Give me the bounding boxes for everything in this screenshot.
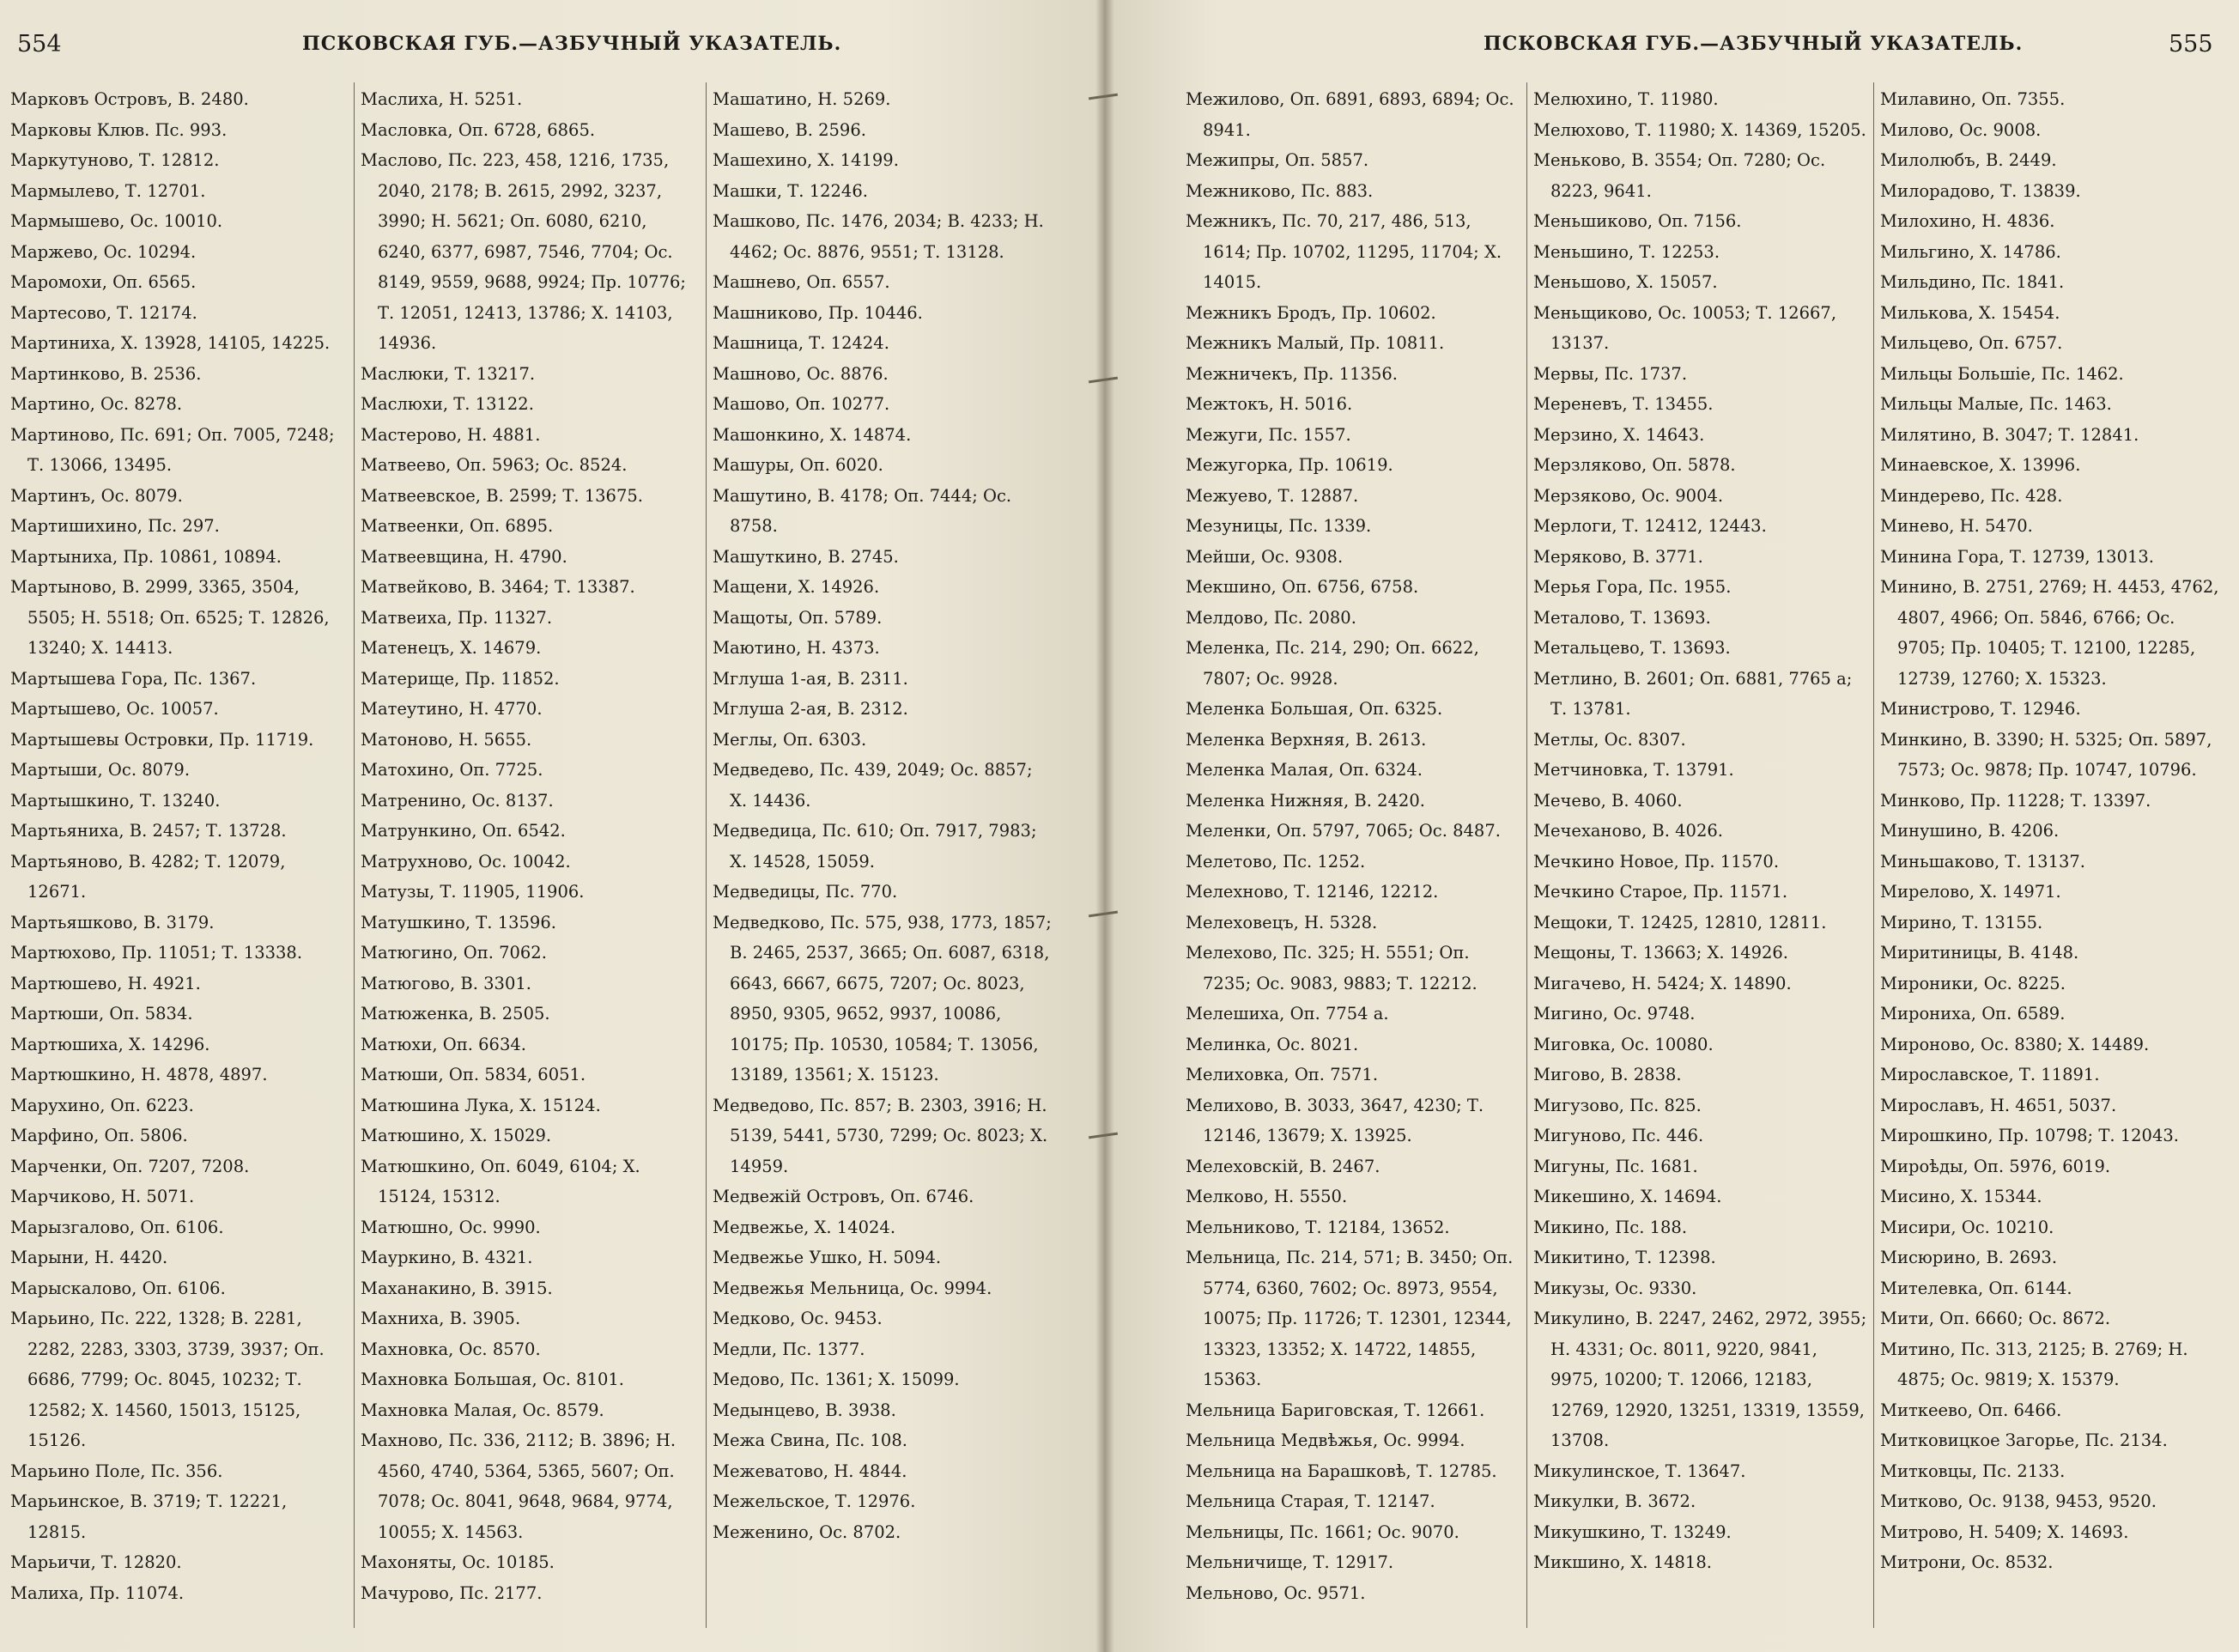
index-entry: Метлино, В. 2601; Оп. 6881, 7765 а; Т. 13781. [1533,668,1853,719]
index-entry: Мещоны, Т. 13663; Х. 14926. [1533,943,1789,963]
index-entry: Мечево, В. 4060. [1533,790,1683,811]
index-entry: Машниково, Пр. 10446. [713,302,923,323]
index-column-5 [1533,84,1868,1578]
index-entry: Матенецъ, Х. 14679. [361,638,542,658]
index-entry: Мауркино, В. 4321. [361,1248,533,1267]
index-entry: Мирелово, Х. 14971. [1880,882,2061,902]
index-entry: Мезуницы, Пс. 1339. [1186,516,1372,536]
index-entry: Микшино, Х. 14818. [1533,1552,1712,1572]
binding-stitch [1089,1132,1118,1140]
index-entry: Мещоки, Т. 12425, 12810, 12811. [1533,912,1827,932]
index-entry: Мельничище, Т. 12917. [1186,1552,1394,1572]
index-entry: Мартьяниха, В. 2457; Т. 13728. [10,821,287,841]
index-entry: Межугорка, Пр. 10619. [1186,455,1393,475]
index-entry: Микушкино, Т. 13249. [1533,1521,1732,1542]
index-entry: Маслиха, Н. 5251. [361,89,523,109]
index-entry: Мелетово, Пс. 1252. [1186,851,1366,872]
index-column-4 [1186,84,1520,1608]
index-entry: Матушкино, Т. 13596. [361,912,556,932]
index-entry: Мисино, Х. 15344. [1880,1187,2042,1206]
index-entry: Меленка Большая, Оп. 6325. [1186,699,1443,719]
index-entry: Медведицы, Пс. 770. [713,882,898,902]
book-gutter [1095,0,1114,1652]
index-entry: Машуткино, В. 2745. [713,546,899,567]
index-entry: Мекшино, Оп. 6756, 6758. [1186,577,1419,597]
index-column-2 [361,84,697,1608]
index-entry: Маромохи, Оп. 6565. [10,272,197,292]
index-entry: Милолюбъ, В. 2449. [1880,150,2057,170]
index-entry: Матюши, Оп. 5834, 6051. [361,1065,586,1084]
index-entry: Марьичи, Т. 12820. [10,1552,182,1572]
index-entry: Меньшово, Х. 15057. [1533,272,1718,292]
index-entry: Мглуша 2-ая, В. 2312. [713,699,908,719]
index-entry: Митковцы, Пс. 2133. [1880,1461,2066,1481]
index-entry: Марьино, Пс. 222, 1328; В. 2281, 2282, 2283, 3303, 3739, 3937; Оп. 6686, 7799; Ос. 8045, 10232; Т. 12582; Х. 14560, 15013, 15125, 15126. [10,1309,325,1450]
index-entry: Межниково, Пс. 883. [1186,180,1374,201]
index-entry: Мелиховка, Оп. 7571. [1186,1065,1379,1084]
index-entry: Митрони, Ос. 8532. [1880,1552,2054,1572]
index-entry: Мейши, Ос. 9308. [1186,546,1344,567]
index-entry: Матюгино, Оп. 7062. [361,943,547,963]
index-entry: Махновка Большая, Ос. 8101. [361,1370,624,1389]
index-entry: Мерзино, Х. 14643. [1533,424,1705,445]
index-entry: Матвеевщина, Н. 4790. [361,546,567,567]
column-rule [354,82,355,1628]
index-entry: Межельское, Т. 12976. [713,1491,916,1511]
index-entry: Масловка, Оп. 6728, 6865. [361,119,596,140]
index-entry: Медведица, Пс. 610; Оп. 7917, 7983; Х. 14528, 15059. [713,821,1037,872]
index-entry: Маханакино, В. 3915. [361,1278,553,1298]
index-entry: Межникъ Бродъ, Пр. 10602. [1186,302,1436,323]
index-entry: Мерзляково, Оп. 5878. [1533,455,1736,475]
index-entry: Мачурово, Пс. 2177. [361,1582,543,1603]
index-entry: Митино, Пс. 313, 2125; В. 2769; Н. 4875; Ос. 9819; Х. 15379. [1880,1339,2188,1389]
index-entry: Мартыши, Ос. 8079. [10,760,191,780]
index-entry: Меньшино, Т. 12253. [1533,241,1720,262]
column-rule [1526,82,1527,1628]
index-entry: Мартыново, В. 2999, 3365, 3504, 5505; Н. 5518; Оп. 6525; Т. 12826, 13240; Х. 14413. [10,577,330,658]
index-entry: Матюшино, Х. 15029. [361,1126,552,1145]
index-entry: Минково, Пр. 11228; Т. 13397. [1880,790,2151,811]
index-entry: Межипры, Оп. 5857. [1186,150,1369,170]
index-entry: Мирониха, Оп. 6589. [1880,1004,2066,1023]
index-entry: Медведево, Пс. 439, 2049; Ос. 8857; Х. 14436. [713,760,1033,811]
index-entry: Марчиково, Н. 5071. [10,1187,195,1206]
index-entry: Мечкино Старое, Пр. 11571. [1533,882,1788,902]
index-entry: Маркутуново, Т. 12812. [10,150,220,170]
index-entry: Мелеховецъ, Н. 5328. [1186,912,1378,932]
index-entry: Мирославское, Т. 11891. [1880,1065,2100,1084]
index-entry: Марухино, Оп. 6223. [10,1095,194,1115]
index-entry: Машонкино, Х. 14874. [713,424,912,445]
index-entry: Мглуша 1-ая, В. 2311. [713,668,908,689]
index-entry: Милово, Ос. 9008. [1880,119,2042,140]
index-entry: Минина Гора, Т. 12739, 13013. [1880,546,2154,567]
index-entry: Мартышева Гора, Пс. 1367. [10,668,257,689]
index-entry: Межеватово, Н. 4844. [713,1461,907,1481]
index-entry: Марыни, Н. 4420. [10,1248,168,1267]
index-entry: Мирино, Т. 13155. [1880,912,2043,932]
index-entry: Машатино, Н. 5269. [713,89,891,109]
index-entry: Метчиновка, Т. 13791. [1533,760,1734,780]
index-entry: Мармылево, Т. 12701. [10,180,206,201]
right-page [1104,0,2239,1652]
index-entry: Махновка, Ос. 8570. [361,1339,541,1359]
index-entry: Милятино, В. 3047; Т. 12841. [1880,424,2139,445]
index-entry: Милохино, Н. 4836. [1880,211,2055,231]
index-entry: Мартюшиха, Х. 14296. [10,1034,210,1054]
index-entry: Махновка Малая, Ос. 8579. [361,1400,604,1420]
index-entry: Межуево, Т. 12887. [1186,485,1359,506]
index-entry: Мирославъ, Н. 4651, 5037. [1880,1095,2117,1115]
index-entry: Матюгово, В. 3301. [361,973,531,993]
index-column-3 [713,84,1054,1547]
index-entry: Марьино Поле, Пс. 356. [10,1461,223,1481]
index-entry: Микешино, Х. 14694. [1533,1187,1722,1206]
index-entry: Мартюхово, Пр. 11051; Т. 13338. [10,943,303,963]
index-entry: Митково, Ос. 9138, 9453, 9520. [1880,1491,2157,1511]
index-entry: Мартьяшково, В. 3179. [10,912,215,932]
index-entry: Матюшкино, Оп. 6049, 6104; Х. 15124, 15312. [361,1156,640,1206]
index-entry: Меленки, Оп. 5797, 7065; Ос. 8487. [1186,821,1501,841]
index-entry: Меньково, В. 3554; Оп. 7280; Ос. 8223, 9641. [1533,150,1826,201]
index-entry: Материще, Пр. 11852. [361,668,560,689]
index-entry: Миткеево, Оп. 6466. [1880,1400,2062,1420]
index-entry: Мартьяново, В. 4282; Т. 12079, 12671. [10,851,286,902]
index-entry: Мильдино, Пс. 1841. [1880,272,2065,292]
index-entry: Мелково, Н. 5550. [1186,1187,1348,1206]
index-entry: Марковы Клюв. Пс. 993. [10,119,228,140]
binding-stitch [1089,910,1118,919]
left-page [0,0,1104,1652]
index-entry: Мелехново, Т. 12146, 12212. [1186,882,1439,902]
index-entry: Мартышево, Ос. 10057. [10,699,219,719]
index-entry: Мелдово, Пс. 2080. [1186,607,1356,628]
index-entry: Машново, Ос. 8876. [713,363,889,384]
index-entry: Мерья Гора, Пс. 1955. [1533,577,1732,597]
index-entry: Мелинка, Ос. 8021. [1186,1034,1359,1054]
index-entry: Матвеевское, В. 2599; Т. 13675. [361,485,643,506]
index-entry: Мартюшкино, Н. 4878, 4897. [10,1065,268,1084]
index-entry: Мартинъ, Ос. 8079. [10,485,183,506]
index-entry: Межуги, Пс. 1557. [1186,424,1351,445]
index-entry: Матеутино, Н. 4770. [361,699,543,719]
index-entry: Меленка Верхняя, В. 2613. [1186,729,1427,750]
index-entry: Машница, Т. 12424. [713,333,889,353]
index-entry: Мельница на Барашковѣ, Т. 12785. [1186,1461,1497,1481]
index-entry: Медвежье, Х. 14024. [713,1217,896,1237]
index-entry: Меньщиково, Ос. 10053; Т. 12667, 13137. [1533,302,1837,353]
index-entry: Миньшаково, Т. 13137. [1880,851,2086,872]
index-entry: Минкино, В. 3390; Н. 5325; Оп. 5897, 7573; Ос. 9878; Пр. 10747, 10796. [1880,729,2212,780]
index-entry: Мелихово, В. 3033, 3647, 4230; Т. 12146, 13679; Х. 13925. [1186,1095,1484,1145]
index-entry: Мити, Оп. 6660; Ос. 8672. [1880,1309,2111,1328]
index-entry: Машково, Пс. 1476, 2034; В. 4233; Н. 4462; Ос. 8876, 9551; Т. 13128. [713,211,1044,262]
index-entry: Матвеенки, Оп. 6895. [361,516,554,536]
index-entry: Малиха, Пр. 11074. [10,1582,185,1603]
index-entry: Митковицкое Загорье, Пс. 2134. [1880,1430,2168,1450]
index-entry: Мисюрино, В. 2693. [1880,1248,2058,1267]
index-entry: Матоново, Н. 5655. [361,729,532,750]
index-entry: Мартышевы Островки, Пр. 11719. [10,729,314,750]
index-entry: Министрово, Т. 12946. [1880,699,2081,719]
index-entry: Маютино, Н. 4373. [713,638,880,658]
index-entry: Машехино, Х. 14199. [713,150,899,170]
index-entry: Матвеево, Оп. 5963; Ос. 8524. [361,455,628,475]
index-entry: Микитино, Т. 12398. [1533,1248,1716,1267]
index-entry: Метальцево, Т. 13693. [1533,638,1731,658]
index-entry: Минино, В. 2751, 2769; Н. 4453, 4762, 4807, 4966; Оп. 5846, 6766; Ос. 9705; Пр. 10405; Т. 12100, 12285, 12739, 12760; Х. 15323. [1880,577,2219,689]
index-entry: Мартышкино, Т. 13240. [10,790,221,811]
index-entry: Марковъ Островъ, В. 2480. [10,89,249,109]
index-entry: Минушино, В. 4206. [1880,821,2060,841]
index-entry: Мильцево, Оп. 6757. [1880,333,2063,353]
page-header-right: ПСКОВСКАЯ ГУБ.—АЗБУЧНЫЙ УКАЗАТЕЛЬ. [1484,33,2024,55]
column-rule [1873,82,1874,1628]
index-entry: Мелюхино, Т. 11980. [1533,89,1719,109]
index-entry: Мирошкино, Пр. 10798; Т. 12043. [1880,1126,2179,1145]
index-entry: Металово, Т. 13693. [1533,607,1711,628]
index-entry: Мартиново, Пс. 691; Оп. 7005, 7248; Т. 13066, 13495. [10,424,335,475]
index-entry: Медли, Пс. 1377. [713,1339,865,1359]
index-entry: Мироново, Ос. 8380; Х. 14489. [1880,1034,2150,1054]
index-entry: Медвежье Ушко, Н. 5094. [713,1248,942,1267]
index-entry: Медково, Ос. 9453. [713,1309,883,1328]
index-entry: Мильцы Малые, Пс. 1463. [1880,394,2112,414]
index-entry: Машнево, Оп. 6557. [713,272,890,292]
index-entry: Мироѣды, Оп. 5976, 6019. [1880,1156,2111,1176]
index-entry: Мереневъ, Т. 13455. [1533,394,1714,414]
index-entry: Меряково, В. 3771. [1533,546,1703,567]
page-header-left: ПСКОВСКАЯ ГУБ.—АЗБУЧНЫЙ УКАЗАТЕЛЬ. [302,33,842,55]
index-entry: Минево, Н. 5470. [1880,516,2033,536]
index-entry: Мителевка, Оп. 6144. [1880,1278,2072,1298]
page-number-right: 555 [2169,31,2213,58]
index-entry: Медведково, Пс. 575, 938, 1773, 1857; В. 2465, 2537, 3665; Оп. 6087, 6318, 6643, 6667, 6675, 7207; Ос. 8023, 8950, 9305, 9652, 9937, 10086, 10175; Пр. 10530, 10584; Т. 13056, 13189, 13561; Х. 15123. [713,912,1052,1084]
index-entry: Межникъ, Пс. 70, 217, 486, 513, 1614; Пр. 10702, 11295, 11704; Х. 14015. [1186,211,1502,292]
index-entry: Машово, Оп. 10277. [713,394,890,414]
index-entry: Махниха, В. 3905. [361,1309,521,1328]
index-entry: Медведово, Пс. 857; В. 2303, 3916; Н. 5139, 5441, 5730, 7299; Ос. 8023; Х. 14959. [713,1095,1048,1176]
index-entry: Маслово, Пс. 223, 458, 1216, 1735, 2040, 2178; В. 2615, 2992, 3237, 3990; Н. 5621; Оп. 6080, 6210, 6240, 6377, 6987, 7546, 7704; Ос. 8149, 9559, 9688, 9924; Пр. 10776; Т. 12051, 12413, 13786; Х. 14103, 14936. [361,150,686,353]
index-entry: Маржево, Ос. 10294. [10,241,197,262]
index-entry: Микузы, Ос. 9330. [1533,1278,1697,1298]
index-entry: Мелеховскій, В. 2467. [1186,1156,1380,1176]
index-entry: Марьинское, В. 3719; Т. 12221, 12815. [10,1491,288,1542]
index-entry: Мерзяково, Ос. 9004. [1533,485,1724,506]
index-entry: Матрухново, Ос. 10042. [361,851,571,872]
index-entry: Мельница Бариговская, Т. 12661. [1186,1400,1485,1420]
index-entry: Мармышево, Ос. 10010. [10,211,223,231]
index-entry: Мельница Медвѣжья, Ос. 9994. [1186,1430,1465,1450]
index-entry: Мелехово, Пс. 325; Н. 5551; Оп. 7235; Ос. 9083, 9883; Т. 12212. [1186,943,1477,993]
index-entry: Миговка, Ос. 10080. [1533,1034,1714,1054]
index-entry: Мигуны, Пс. 1681. [1533,1156,1698,1176]
index-entry: Меленка Нижняя, В. 2420. [1186,790,1425,811]
index-entry: Матюхи, Оп. 6634. [361,1034,526,1054]
index-entry: Махоняты, Ос. 10185. [361,1552,555,1572]
index-column-6 [1880,84,2220,1578]
index-entry: Машево, В. 2596. [713,119,866,140]
index-entry: Мельницы, Пс. 1661; Ос. 9070. [1186,1521,1459,1542]
index-entry: Маслюки, Т. 13217. [361,363,536,384]
index-entry: Мигино, Ос. 9748. [1533,1004,1696,1023]
index-entry: Мисири, Ос. 10210. [1880,1217,2054,1237]
index-entry: Миндерево, Пс. 428. [1880,485,2063,506]
index-entry: Миритиницы, В. 4148. [1880,943,2079,963]
index-entry: Мервы, Пс. 1737. [1533,363,1688,384]
index-entry: Мильгино, Х. 14786. [1880,241,2061,262]
index-entry: Милавино, Оп. 7355. [1880,89,2066,109]
index-entry: Мигуново, Пс. 446. [1533,1126,1704,1145]
index-entry: Матюженка, В. 2505. [361,1004,550,1023]
index-entry: Машки, Т. 12246. [713,180,868,201]
index-entry: Мельниково, Т. 12184, 13652. [1186,1217,1450,1237]
index-entry: Матвеиха, Пр. 11327. [361,607,553,628]
index-entry: Матвейково, В. 3464; Т. 13387. [361,577,635,597]
index-entry: Мастерово, Н. 4881. [361,424,541,445]
index-entry: Матюшно, Ос. 9990. [361,1217,541,1237]
index-entry: Матохино, Оп. 7725. [361,760,543,780]
index-entry: Меглы, Оп. 6303. [713,729,867,750]
binding-stitch [1089,376,1118,385]
index-entry: Метлы, Ос. 8307. [1533,729,1686,750]
index-entry: Меленка Малая, Оп. 6324. [1186,760,1423,780]
index-entry: Межтокъ, Н. 5016. [1186,394,1353,414]
index-entry: Меньшиково, Оп. 7156. [1533,211,1742,231]
index-entry: Микулки, В. 3672. [1533,1491,1696,1511]
index-entry: Мильцы Большіе, Пс. 1462. [1880,363,2124,384]
index-entry: Марченки, Оп. 7207, 7208. [10,1156,250,1176]
index-entry: Мигачево, Н. 5424; Х. 14890. [1533,973,1792,993]
index-entry: Мельново, Ос. 9571. [1186,1582,1366,1603]
index-entry: Медынцево, В. 3938. [713,1400,896,1420]
index-entry: Мартесово, Т. 12174. [10,302,197,323]
index-entry: Марызгалово, Оп. 6106. [10,1217,224,1237]
index-entry: Меженино, Ос. 8702. [713,1521,901,1542]
index-entry: Милькова, Х. 15454. [1880,302,2060,323]
index-entry: Машутино, В. 4178; Оп. 7444; Ос. 8758. [713,485,1012,536]
column-rule [706,82,707,1628]
index-entry: Мечеханово, В. 4026. [1533,821,1723,841]
index-entry: Матрункино, Оп. 6542. [361,821,566,841]
index-entry: Меленка, Пс. 214, 290; Оп. 6622, 7807; Ос. 9928. [1186,638,1479,689]
index-entry: Микулинское, Т. 13647. [1533,1461,1746,1481]
index-entry: Межа Свина, Пс. 108. [713,1430,907,1450]
index-entry: Марыскалово, Оп. 6106. [10,1278,226,1298]
index-entry: Медвежій Островъ, Оп. 6746. [713,1187,974,1206]
index-entry: Минаевское, Х. 13996. [1880,455,2081,475]
index-entry: Машуры, Оп. 6020. [713,455,883,475]
index-entry: Мащени, Х. 14926. [713,577,880,597]
index-entry: Мигово, В. 2838. [1533,1065,1682,1084]
index-entry: Митрово, Н. 5409; Х. 14693. [1880,1521,2129,1542]
index-entry: Микулино, В. 2247, 2462, 2972, 3955; Н. 4331; Ос. 8011, 9220, 9841, 9975, 10200; Т. 12066, 12183, 12769, 12920, 13251, 13319, 13559, 13708. [1533,1309,1867,1450]
index-entry: Межникъ Малый, Пр. 10811. [1186,333,1445,353]
index-entry: Мельница Старая, Т. 12147. [1186,1491,1435,1511]
index-entry: Медово, Пс. 1361; Х. 15099. [713,1370,960,1389]
index-entry: Мартюши, Оп. 5834. [10,1004,193,1023]
page-number-left: 554 [17,31,62,58]
index-entry: Мигузово, Пс. 825. [1533,1095,1702,1115]
index-column-1 [10,84,347,1608]
index-entry: Мельница, Пс. 214, 571; В. 3450; Оп. 5774, 6360, 7602; Ос. 8973, 9554, 10075; Пр. 11726; Т. 12301, 12344, 13323, 13352; Х. 14722, 14855, 15363. [1186,1248,1514,1389]
index-entry: Мелешиха, Оп. 7754 а. [1186,1004,1389,1023]
index-entry: Махново, Пс. 336, 2112; В. 3896; Н. 4560, 4740, 5364, 5365, 5607; Оп. 7078; Ос. 8041, 9648, 9684, 9774, 10055; Х. 14563. [361,1430,677,1542]
index-entry: Межничекъ, Пр. 11356. [1186,363,1398,384]
index-entry: Мелюхово, Т. 11980; Х. 14369, 15205. [1533,119,1866,140]
index-entry: Мироники, Ос. 8225. [1880,973,2066,993]
index-entry: Мащоты, Оп. 5789. [713,607,883,628]
index-entry: Милорадово, Т. 13839. [1880,180,2081,201]
index-entry: Медвежья Мельница, Ос. 9994. [713,1278,992,1298]
index-entry: Мартино, Ос. 8278. [10,394,183,414]
index-entry: Межилово, Оп. 6891, 6893, 6894; Ос. 8941. [1186,89,1514,140]
index-entry: Микино, Пс. 188. [1533,1217,1688,1237]
index-entry: Маслюхи, Т. 13122. [361,394,534,414]
index-entry: Марфино, Оп. 5806. [10,1126,188,1145]
index-entry: Матузы, Т. 11905, 11906. [361,882,585,902]
index-entry: Матюшина Лука, Х. 15124. [361,1095,601,1115]
index-entry: Мартиниха, Х. 13928, 14105, 14225. [10,333,331,353]
index-entry: Мартинково, В. 2536. [10,363,202,384]
index-entry: Мерлоги, Т. 12412, 12443. [1533,516,1767,536]
index-entry: Мартюшево, Н. 4921. [10,973,201,993]
index-entry: Мартыниха, Пр. 10861, 10894. [10,546,282,567]
binding-stitch [1089,93,1118,101]
index-entry: Матренино, Ос. 8137. [361,790,554,811]
index-entry: Мартишихино, Пс. 297. [10,516,220,536]
index-entry: Мечкино Новое, Пр. 11570. [1533,851,1780,872]
